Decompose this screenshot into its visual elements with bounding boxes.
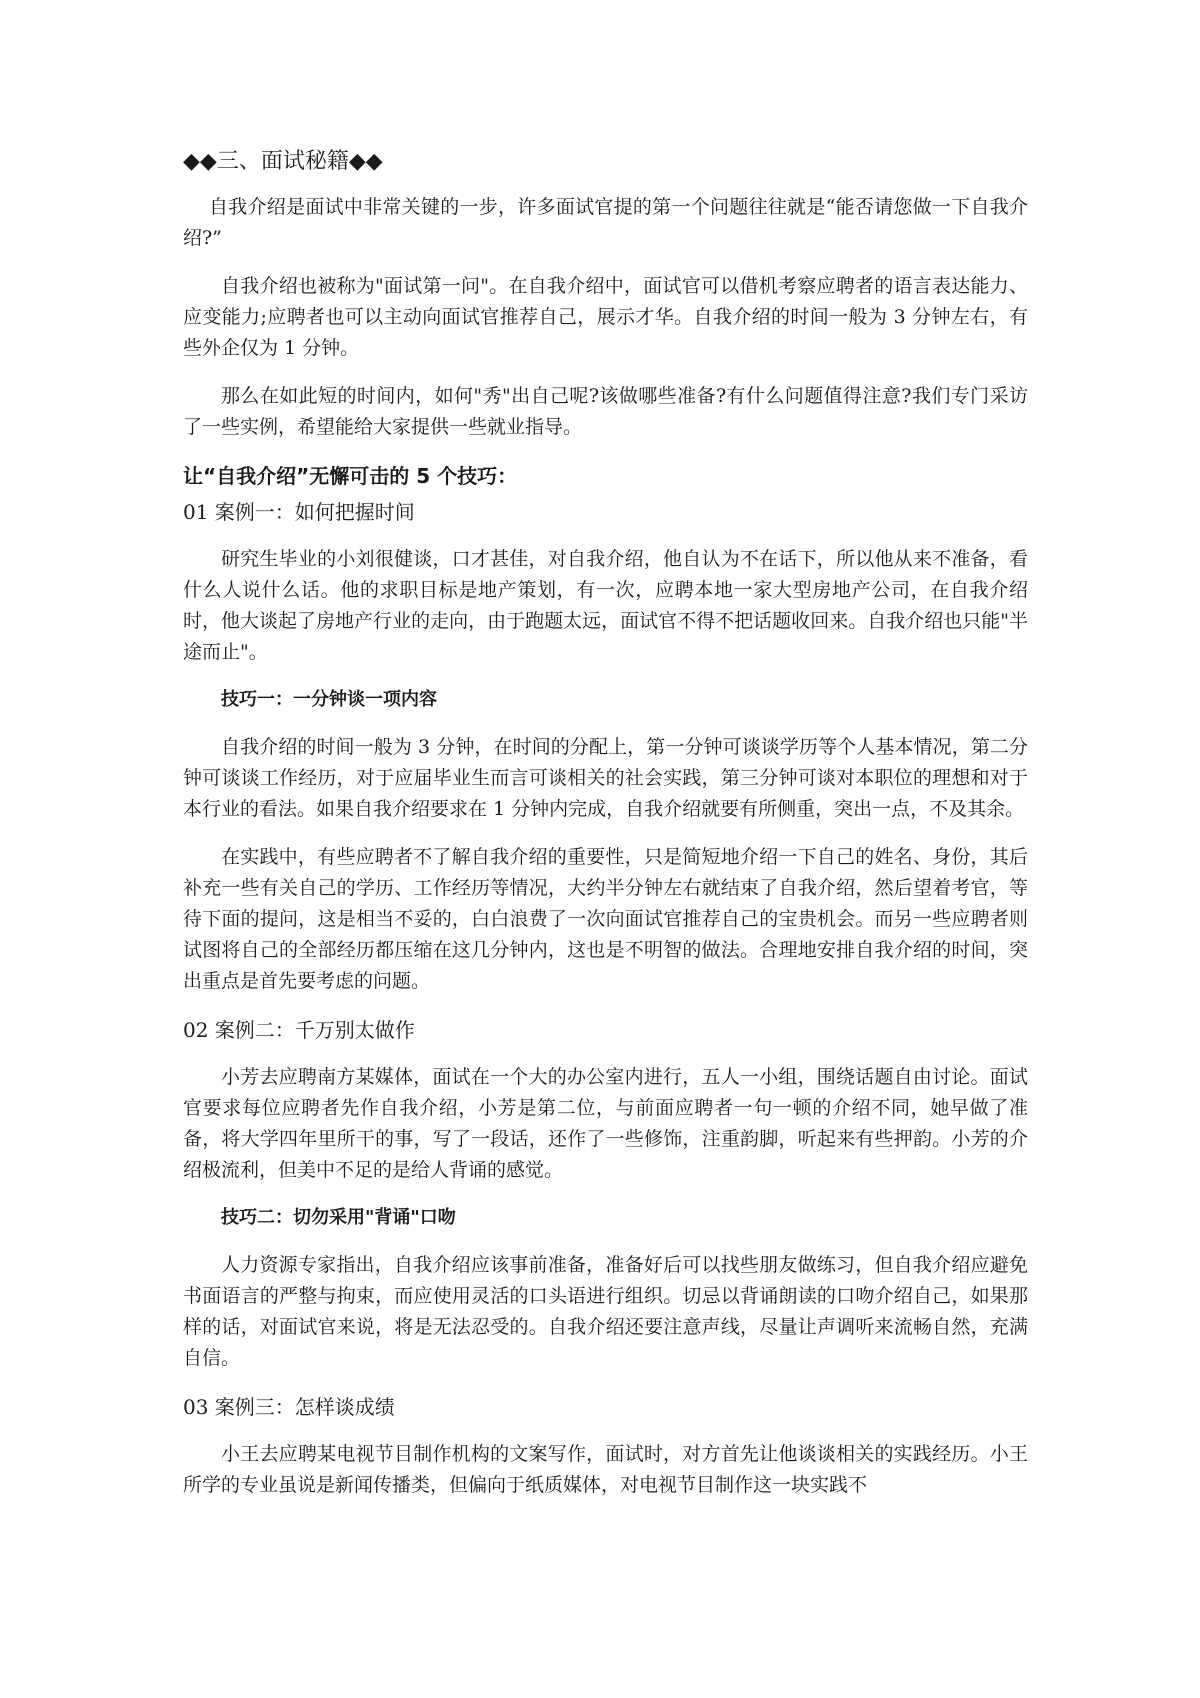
case-story: 小王去应聘某电视节目制作机构的文案写作，面试时，对方首先让他谈谈相关的实践经历。小王所学的专业虽说是新闻传播类，但偏向于纸质媒体，对电视节目制作这一块实践不 [183, 1443, 1028, 1496]
tip-title: 技巧一：一分钟谈一项内容 [221, 689, 437, 710]
intro-paragraph: 自我介绍是面试中非常关键的一步，许多面试官提的第一个问题往往就是“能否请您做一下自我介绍?” [183, 196, 1028, 249]
intro-paragraph: 那么在如此短的时间内，如何"秀"出自己呢?该做哪些准备?有什么问题值得注意?我们专门采访了一些实例，希望能给大家提供一些就业指导。 [183, 385, 1028, 438]
case-title: 01 案例一：如何把握时间 [183, 500, 415, 524]
section-title: ◆◆三、面试秘籍◆◆ [183, 149, 383, 174]
case-story: 小芳去应聘南方某媒体，面试在一个大的办公室内进行，五人一小组，围绕话题自由讨论。面试官要求每位应聘者先作自我介绍，小芳是第二位，与前面应聘者一句一顿的介绍不同，她早做了准备，将大学四年里所干的事，写了一段话，还作了一些修饰，注重韵脚，听起来有些押韵。小芳的介绍极流利，但美中不足的是给人背诵的感觉。 [183, 1066, 1028, 1181]
tip-paragraph: 在实践中，有些应聘者不了解自我介绍的重要性，只是简短地介绍一下自己的姓名、身份，其后补充一些有关自己的学历、工作经历等情况，大约半分钟左右就结束了自我介绍，然后望着考官，等待下面的提问，这是相当不妥的，白白浪费了一次向面试官推荐自己的宝贵机会。而另一些应聘者则试图将自己的全部经历都压缩在这几分钟内，这也是不明智的做法。合理地安排自我介绍的时间，突出重点是首先要考虑的问题。 [183, 846, 1028, 992]
case-title: 03 案例三：怎样谈成绩 [183, 1395, 395, 1419]
case-title: 02 案例二：千万别太做作 [183, 1018, 415, 1042]
tip-title: 技巧二：切勿采用"背诵"口吻 [221, 1207, 456, 1228]
document-page [183, 142, 1028, 1518]
case-story: 研究生毕业的小刘很健谈，口才甚佳，对自我介绍，他自认为不在话下，所以他从来不准备，看什么人说什么话。他的求职目标是地产策划，有一次，应聘本地一家大型房地产公司，在自我介绍时，他大谈起了房地产行业的走向，由于跑题太远，面试官不得不把话题收回来。自我介绍也只能"半途而止"。 [183, 548, 1028, 663]
tip-paragraph: 人力资源专家指出，自我介绍应该事前准备，准备好后可以找些朋友做练习，但自我介绍应避免书面语言的严整与拘束，而应使用灵活的口头语进行组织。切忌以背诵朗读的口吻介绍自己，如果那样的话，对面试官来说，将是无法忍受的。自我介绍还要注意声线，尽量让声调听来流畅自然，充满自信。 [183, 1254, 1028, 1369]
tips-heading: 让“自我介绍”无懈可击的 5 个技巧： [183, 464, 518, 488]
tip-paragraph: 自我介绍的时间一般为 3 分钟，在时间的分配上，第一分钟可谈谈学历等个人基本情况，第二分钟可谈谈工作经历，对于应届毕业生而言可谈相关的社会实践，第三分钟可谈对本职位的理想和对于本行业的看法。如果自我介绍要求在 1 分钟内完成，自我介绍就要有所侧重，突出一点，不及其余。 [183, 736, 1028, 820]
intro-paragraph: 自我介绍也被称为"面试第一问"。在自我介绍中，面试官可以借机考察应聘者的语言表达能力、应变能力;应聘者也可以主动向面试官推荐自己，展示才华。自我介绍的时间一般为 3 分钟左右，有些外企仅为 1 分钟。 [183, 275, 1028, 359]
